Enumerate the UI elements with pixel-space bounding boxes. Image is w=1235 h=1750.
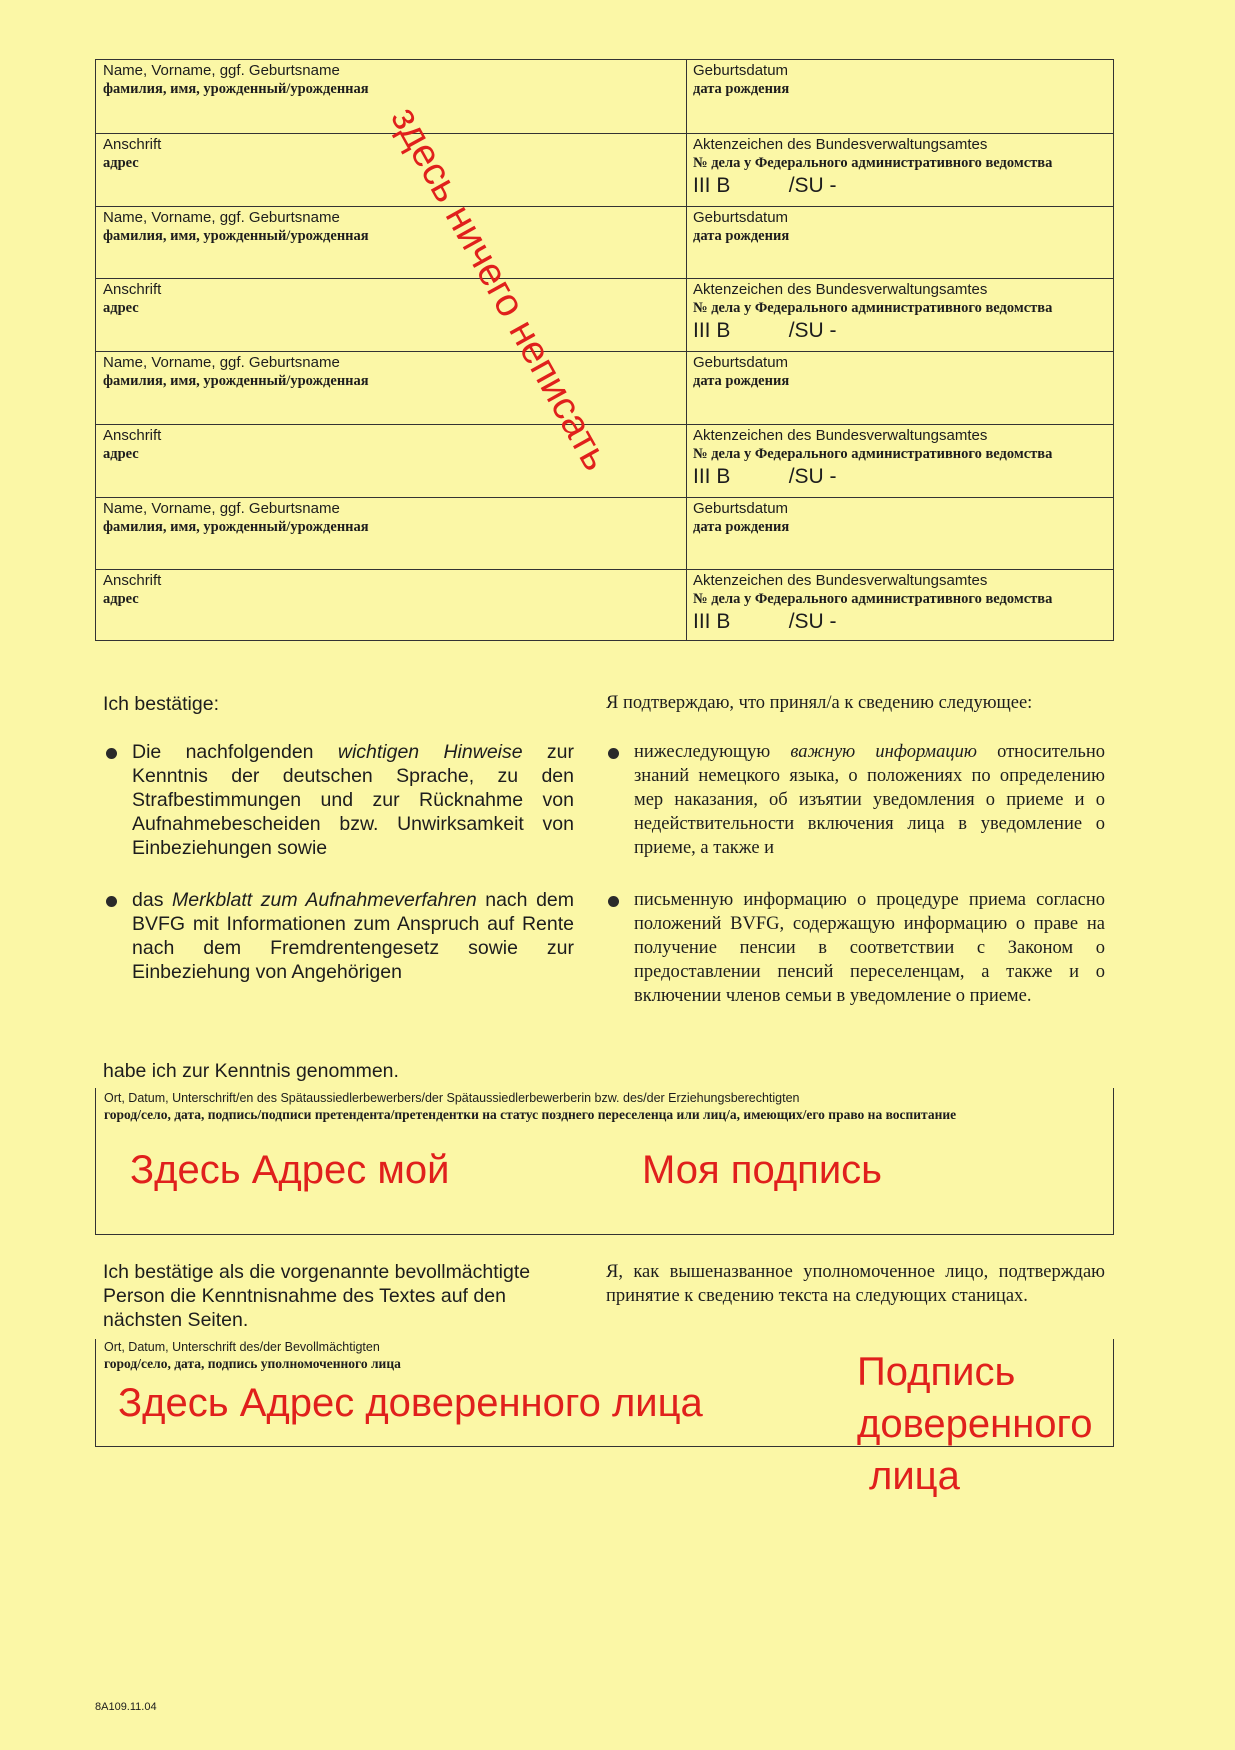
birthdate-label-ru: дата рождения: [693, 373, 790, 389]
case-label-de: Aktenzeichen des Bundesverwaltungsamtes: [693, 135, 988, 153]
name-field[interactable]: [96, 498, 686, 571]
address-label-de: Anschrift: [103, 426, 162, 444]
my-address-note: Здесь Адрес мой: [130, 1148, 450, 1192]
hint-ru-1: нижеследующую важную информацию относительно знаний немецкого языка, о положениях по определению мер наказания, об изъятии уведомления о приеме и о недействительности включения лица в уведомление о приеме, а также и: [634, 742, 1105, 858]
table-row: [96, 569, 1113, 643]
table-row: [96, 497, 1113, 571]
name-field[interactable]: [96, 207, 686, 280]
my-signature-note: Моя подпись: [642, 1148, 882, 1192]
name-label-ru: фамилия, имя, урожденный/урожденная: [103, 518, 369, 535]
birthdate-label-ru: дата рождения: [693, 518, 790, 535]
name-label-ru: фамилия, имя, урожденный/урожденная: [103, 373, 369, 389]
birthdate-label-de: Geburtsdatum: [693, 62, 789, 79]
table-row: [96, 60, 1113, 133]
birthdate-field[interactable]: [686, 498, 1113, 571]
bullet-icon: [608, 896, 619, 907]
case-number-field[interactable]: [686, 134, 1113, 207]
table-row: [96, 133, 1113, 207]
bullet-icon: [106, 748, 117, 759]
birthdate-label-de: Geburtsdatum: [693, 354, 789, 371]
proxy-label-ru: город/село, дата, подпись уполномоченного лица: [104, 1356, 401, 1371]
bullet-icon: [106, 896, 117, 907]
birthdate-field[interactable]: [686, 207, 1113, 280]
case-number-field[interactable]: [686, 425, 1113, 498]
case-number: III B /SU -: [693, 319, 837, 343]
birthdate-label-de: Geburtsdatum: [693, 208, 789, 226]
case-number-field[interactable]: [686, 570, 1113, 643]
confirm-heading-de: Ich bestätige:: [103, 693, 219, 715]
proxy-label-de: Ort, Datum, Unterschrift des/der Bevollmächtigten: [104, 1340, 380, 1354]
case-label-ru: № дела у Федерального административного ведомства: [693, 300, 1053, 317]
birthdate-label-de: Geburtsdatum: [693, 499, 789, 517]
proxy-text-de: Ich bestätige als die vorgenannte bevollmächtigte Person die Kenntnisnahme des Textes auf den nächsten Seiten.: [103, 1261, 531, 1331]
address-label-ru: адрес: [103, 154, 139, 171]
address-field[interactable]: [96, 570, 686, 643]
birthdate-field[interactable]: [686, 60, 1113, 133]
birthdate-field[interactable]: [686, 352, 1113, 425]
proxy-text-ru: Я, как вышеназванное уполномоченное лицо, подтверждаю принятие к сведению текста на следующих станицах.: [606, 1262, 1105, 1306]
proxy-signature-note-line: доверенного: [857, 1402, 1093, 1446]
address-label-ru: адрес: [103, 591, 139, 608]
name-label-ru: фамилия, имя, урожденный/урожденная: [103, 227, 369, 244]
hint-de-1: Die nachfolgenden wichtigen Hinweise zur Kenntnis der deutschen Sprache, zu den Strafbestimmungen und zur Rücknahme von Aufnahmebescheiden bzw. Unwirksamkeit von Einbeziehungen sowie: [132, 741, 575, 859]
address-label-de: Anschrift: [103, 135, 162, 153]
table-row: [96, 206, 1113, 280]
proxy-signature-note: [857, 1346, 1093, 1502]
case-number: III B /SU -: [693, 464, 837, 488]
hint-de-2: das Merkblatt zum Aufnahmeverfahren nach dem BVFG mit Informationen zum Anspruch auf Rente nach dem Fremdrentengesetz sowie zur Einbeziehung von Angehörigen: [132, 889, 575, 983]
signature-label-de: Ort, Datum, Unterschrift/en des Spätaussiedlerbewerbers/der Spätaussiedlerbewerberin bzw. des/der Erziehungsberechtigten: [104, 1091, 800, 1105]
closing-statement: habe ich zur Kenntnis genommen.: [103, 1060, 399, 1082]
birthdate-label-ru: дата рождения: [693, 227, 790, 244]
address-field[interactable]: [96, 134, 686, 207]
proxy-signature-note-line: лица: [869, 1454, 960, 1498]
case-label-ru: № дела у Федерального административного ведомства: [693, 154, 1053, 171]
name-label-de: Name, Vorname, ggf. Geburtsname: [103, 499, 340, 517]
case-label-ru: № дела у Федерального административного ведомства: [693, 445, 1053, 462]
hint-ru-2: письменную информацию о процедуре приема согласно положений BVFG, содержащую информацию о праве на получение пенсии в соответствии с Законом о предоставлении пенсий переселенцам, а также и о включении членов семьи в уведомление о приеме.: [634, 890, 1105, 1006]
birthdate-label-ru: дата рождения: [693, 81, 790, 97]
case-number: III B /SU -: [693, 173, 837, 197]
address-label-de: Anschrift: [103, 281, 162, 299]
name-label-de: Name, Vorname, ggf. Geburtsname: [103, 354, 340, 371]
form-code: 8A109.11.04: [95, 1701, 157, 1713]
name-label-ru: фамилия, имя, урожденный/урожденная: [103, 81, 369, 97]
address-label-ru: адрес: [103, 445, 139, 462]
bullet-icon: [608, 748, 619, 759]
case-number-field[interactable]: [686, 279, 1113, 352]
name-label-de: Name, Vorname, ggf. Geburtsname: [103, 62, 340, 79]
name-field[interactable]: [96, 352, 686, 425]
applicant-table: [95, 59, 1114, 641]
signature-label-ru: город/село, дата, подпись/подписи претендента/претендентки на статус позднего переселенца или лиц/а, имеющих/его право на воспитание: [104, 1107, 957, 1122]
table-row: [96, 278, 1113, 352]
case-label-de: Aktenzeichen des Bundesverwaltungsamtes: [693, 281, 988, 299]
name-label-de: Name, Vorname, ggf. Geburtsname: [103, 208, 340, 226]
address-label-ru: адрес: [103, 300, 139, 317]
do-not-write-annotation: здесь ничего неписать: [382, 100, 618, 478]
address-field[interactable]: [96, 279, 686, 352]
proxy-signature-note-line: Подпись: [857, 1350, 1016, 1394]
case-label-ru: № дела у Федерального административного ведомства: [693, 591, 1053, 608]
case-label-de: Aktenzeichen des Bundesverwaltungsamtes: [693, 572, 988, 590]
proxy-address-note: Здесь Адрес доверенного лица: [118, 1381, 703, 1425]
case-label-de: Aktenzeichen des Bundesverwaltungsamtes: [693, 426, 988, 444]
applicant-signature-box[interactable]: [95, 1088, 1114, 1235]
signature-labels: [104, 1090, 1105, 1123]
table-row: [96, 351, 1113, 425]
confirm-heading-ru: Я подтверждаю, что принял/а к сведению следующее:: [606, 693, 1033, 713]
case-number: III B /SU -: [693, 610, 837, 634]
address-label-de: Anschrift: [103, 572, 162, 590]
